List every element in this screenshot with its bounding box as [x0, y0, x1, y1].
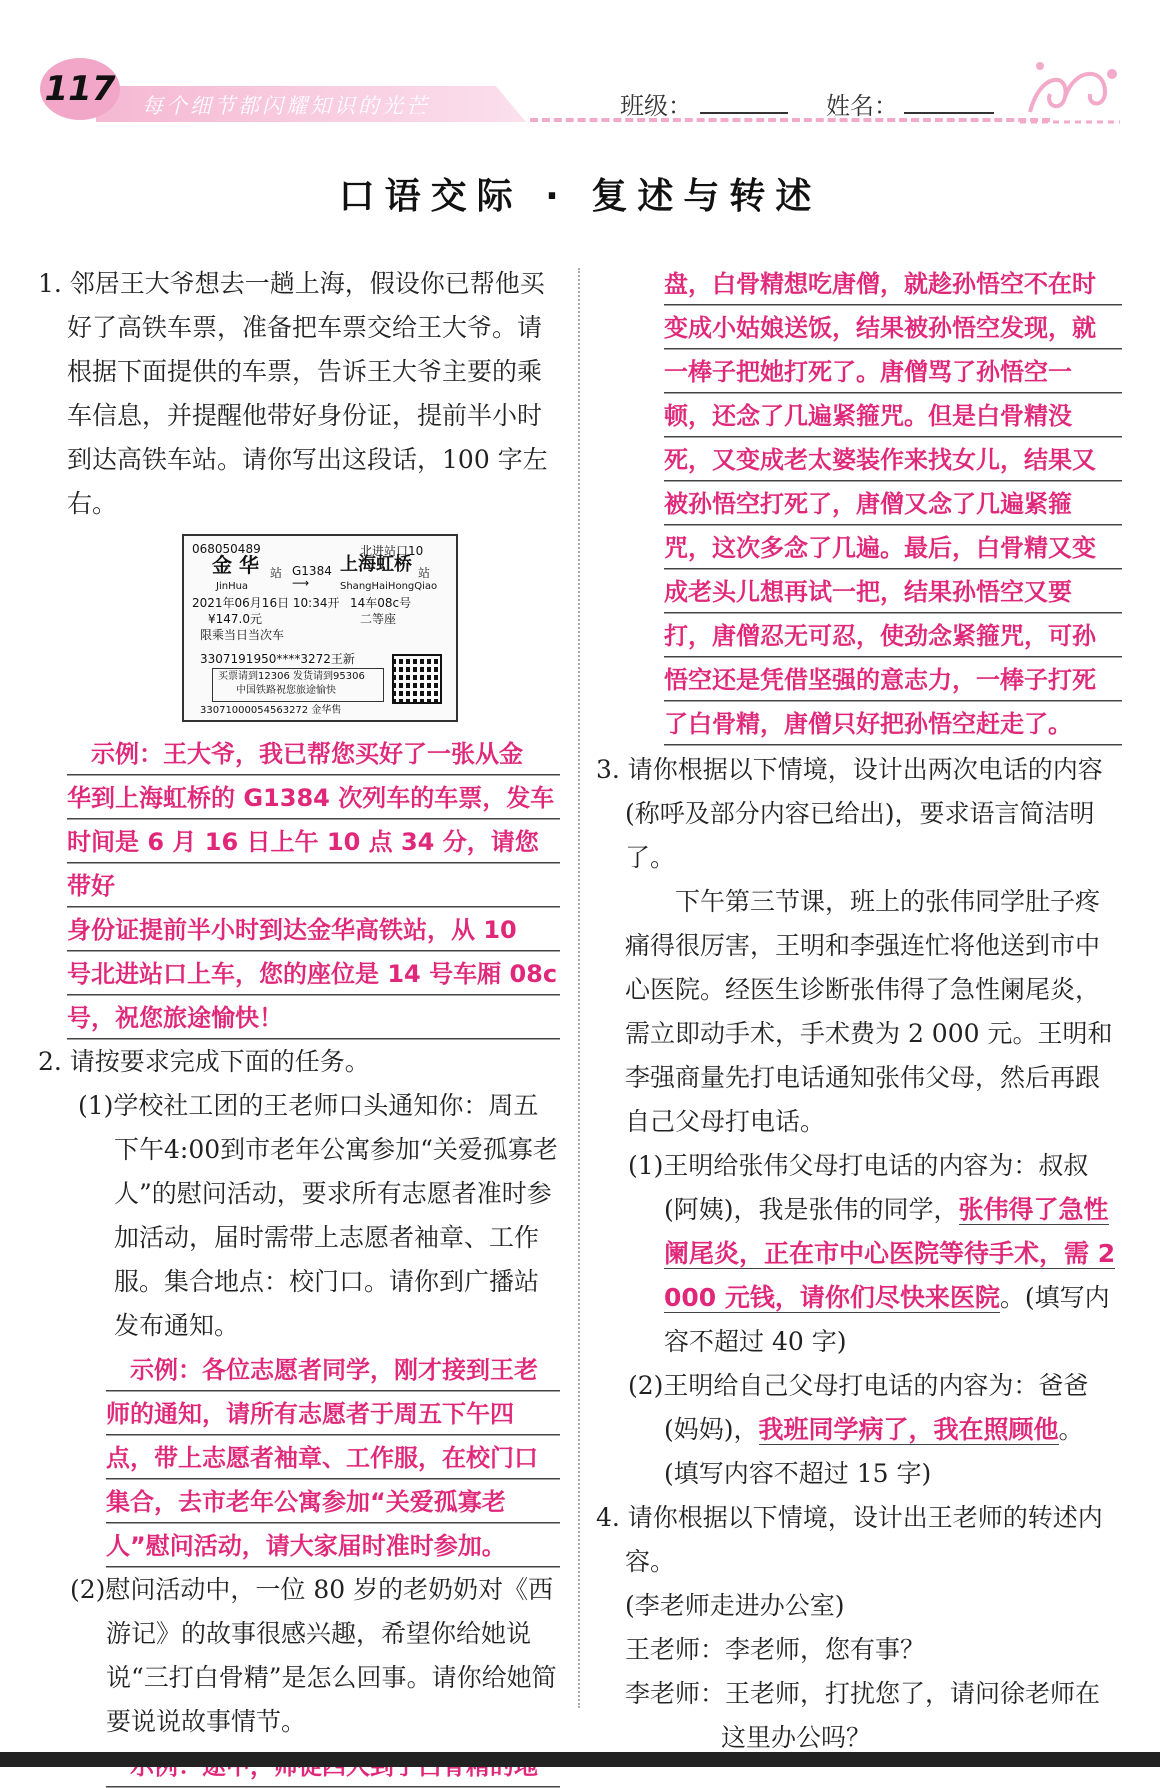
dialogue-line: 李老师：王老师，打扰您了，请问徐老师在这里办公吗？	[625, 1679, 1101, 1752]
question-3-1-answer: 张伟得了急性阑尾炎，正在市中心医院等待手术，需 2 000 元钱，请你们尽快来医院	[664, 1195, 1116, 1312]
ticket-box-line2: 中国铁路祝您旅途愉快	[236, 685, 336, 696]
answer-1-line: 身份证提前半小时到达金华高铁站，从 10	[67, 916, 517, 944]
answer-2-2-line: 咒，这次多念了几遍。最后，白骨精又变	[664, 534, 1096, 562]
question-3-2-answer: 我班同学病了，我在照顾他	[758, 1415, 1059, 1444]
ticket-box-line1: 买票请到12306 发货请到95306	[218, 671, 365, 682]
ticket-to-pinyin: ShangHaiHongQiao	[340, 581, 438, 592]
question-2-2: (2)慰问活动中，一位 80 岁的老奶奶对《西游记》的故事很感兴趣，希望你给她说说“三打白骨精”是怎么回事。请你给她简要说说故事情节。	[70, 1575, 557, 1736]
answer-1-line: 华到上海虹桥的 G1384 次列车的车票，发车	[67, 784, 555, 812]
ticket-from-pinyin: JinHua	[216, 581, 249, 592]
question-3-2	[596, 1364, 1122, 1452]
answer-2-2-line: 死，又变成老太婆装作来找女儿，结果又	[664, 446, 1096, 474]
qr-code-frame	[392, 654, 442, 704]
page-title: 口语交际 · 复述与转述	[338, 176, 822, 217]
answer-1-line: 示例：王大爷，我已帮您买好了一张从金	[91, 740, 523, 768]
bottom-bar	[0, 1752, 1160, 1767]
left-column	[38, 262, 560, 1788]
question-3-scenario: 下午第三节课，班上的张伟同学肚子疼痛得很厉害，王明和李强连忙将他送到市中心医院。经医生诊断张伟得了急性阑尾炎，需立即动手术，手术费为 2 000 元。王明和李强商量先打电话通知张伟父母，然后再跟自己父母打电话。	[625, 887, 1113, 1136]
ticket-gate: 北进站口10	[360, 544, 424, 558]
question-3-1-prompt: (1)王明给张伟父母打电话的内容为：叔叔(阿姨)，我是张伟的同学，	[628, 1151, 1089, 1224]
slogan: 每个细节都闪耀知识的光芒	[142, 94, 430, 118]
question-2-1: (1)学校社工团的王老师口头通知你：周五下午4:00到市老年公寓参加“关爱孤寡老人”的慰问活动，要求所有志愿者准时参加活动，届时需带上志愿者袖章、工作服。集合地点：校门口。请你到广播站发布通知。	[78, 1091, 558, 1340]
answer-2-2-line: 成老头儿想再试一把，结果孙悟空又要	[664, 578, 1072, 606]
ticket-datetime: 2021年06月16日 10:34开	[192, 596, 340, 610]
question-3-1	[596, 1144, 1122, 1364]
ticket-id: 3307191950****3272王新	[200, 652, 355, 666]
ticket-train: G1384	[292, 564, 332, 578]
dialogue-stage-direction: (李老师走进办公室)	[625, 1591, 845, 1620]
question-3: 3. 请你根据以下情境，设计出两次电话的内容(称呼及部分内容已给出)，要求语言简洁明了。	[596, 755, 1103, 872]
answer-2-2-line: 变成小姑娘送饭，结果被孙悟空发现，就	[664, 314, 1096, 342]
page-number: 117	[40, 58, 120, 120]
answer-2-2-line: 被孙悟空打死了，唐僧又念了几遍紧箍	[664, 490, 1072, 518]
answer-2-1-line: 师的通知，请所有志愿者于周五下午四	[106, 1400, 514, 1428]
question-4: 4. 请你根据以下情境，设计出王老师的转述内容。	[596, 1503, 1103, 1576]
ticket-class: 二等座	[360, 612, 397, 626]
answer-2-1	[106, 1348, 560, 1568]
question-2: 2. 请按要求完成下面的任务。	[38, 1047, 370, 1076]
answer-1	[67, 732, 560, 1040]
answer-2-1-line: 集合，去市老年公寓参加“关爱孤寡老	[106, 1488, 506, 1516]
question-3-2-prompt: (2)王明给自己父母打电话的内容为：爸爸(妈妈)，	[628, 1371, 1089, 1444]
ticket-limit: 限乘当日当次车	[200, 628, 285, 642]
decorative-swirl-icon	[1020, 52, 1120, 132]
ticket-code: 33071000054563272 金华售	[200, 705, 342, 716]
question-3-2-note: (填写内容不超过 15 字)	[664, 1459, 932, 1488]
answer-1-line: 号，祝您旅途愉快！	[67, 1004, 283, 1032]
ticket-price: ¥147.0元	[208, 612, 262, 626]
answer-2-1-line: 人”慰问活动，请大家届时准时参加。	[106, 1532, 506, 1560]
page-header	[0, 0, 1160, 140]
answer-2-2-line: 一棒子把她打死了。唐僧骂了孙悟空一	[664, 358, 1072, 386]
answer-2-2-line: 了白骨精，唐僧只好把孙悟空赶走了。	[664, 710, 1072, 738]
question-3-1-note: 。(填写内容不超过 40 字)	[664, 1283, 1110, 1356]
class-blank	[700, 112, 788, 114]
question-1: 1. 邻居王大爷想去一趟上海，假设你已帮他买好了高铁车票，准备把车票交给王大爷。请根据下面提供的车票，告诉王大爷主要的乘车信息，并提醒他带好身份证，提前半小时到达高铁车站。请你写出这段话，100 字左右。	[38, 269, 548, 518]
ticket-from: 金 华	[212, 553, 259, 577]
question-3-2-end: 。	[1058, 1415, 1084, 1444]
ticket-to-suffix: 站	[418, 566, 431, 580]
answer-2-2-line: 顿，还念了几遍紧箍咒。但是白骨精没	[664, 402, 1072, 430]
answer-2-2-line: 悟空还是凭借坚强的意志力，一棒子打死	[664, 666, 1096, 694]
answer-1-line: 时间是 6 月 16 日上午 10 点 34 分，请您带好	[67, 828, 539, 900]
ticket-seat: 14车08c号	[350, 596, 412, 610]
answer-1-line: 号北进站口上车，您的座位是 14 号车厢 08c	[67, 960, 558, 988]
ticket-serial: 068050489	[192, 542, 261, 556]
dialogue-line: 王老师：李老师，您有事？	[625, 1635, 926, 1664]
ticket-to: 上海虹桥	[340, 554, 412, 575]
name-blank	[904, 112, 994, 114]
answer-2-2-line: 打，唐僧忍无可忍，使劲念紧箍咒，可孙	[664, 622, 1096, 650]
answer-2-2-line: 盘，白骨精想吃唐僧，就趁孙悟空不在时	[664, 270, 1096, 298]
right-column	[596, 262, 1122, 1760]
answer-2-1-line: 点，带上志愿者袖章、工作服，在校门口	[106, 1444, 538, 1472]
column-divider	[578, 268, 580, 1708]
name-label: 姓名：	[826, 92, 898, 120]
train-ticket	[182, 534, 458, 722]
arrow-icon: ⟶	[292, 576, 310, 590]
ticket-from-suffix: 站	[270, 566, 283, 580]
class-label: 班级：	[620, 92, 692, 120]
header-dashed-divider	[530, 118, 1050, 122]
answer-2-2-continued	[664, 262, 1122, 746]
answer-2-1-line: 示例：各位志愿者同学，刚才接到王老	[130, 1356, 538, 1384]
